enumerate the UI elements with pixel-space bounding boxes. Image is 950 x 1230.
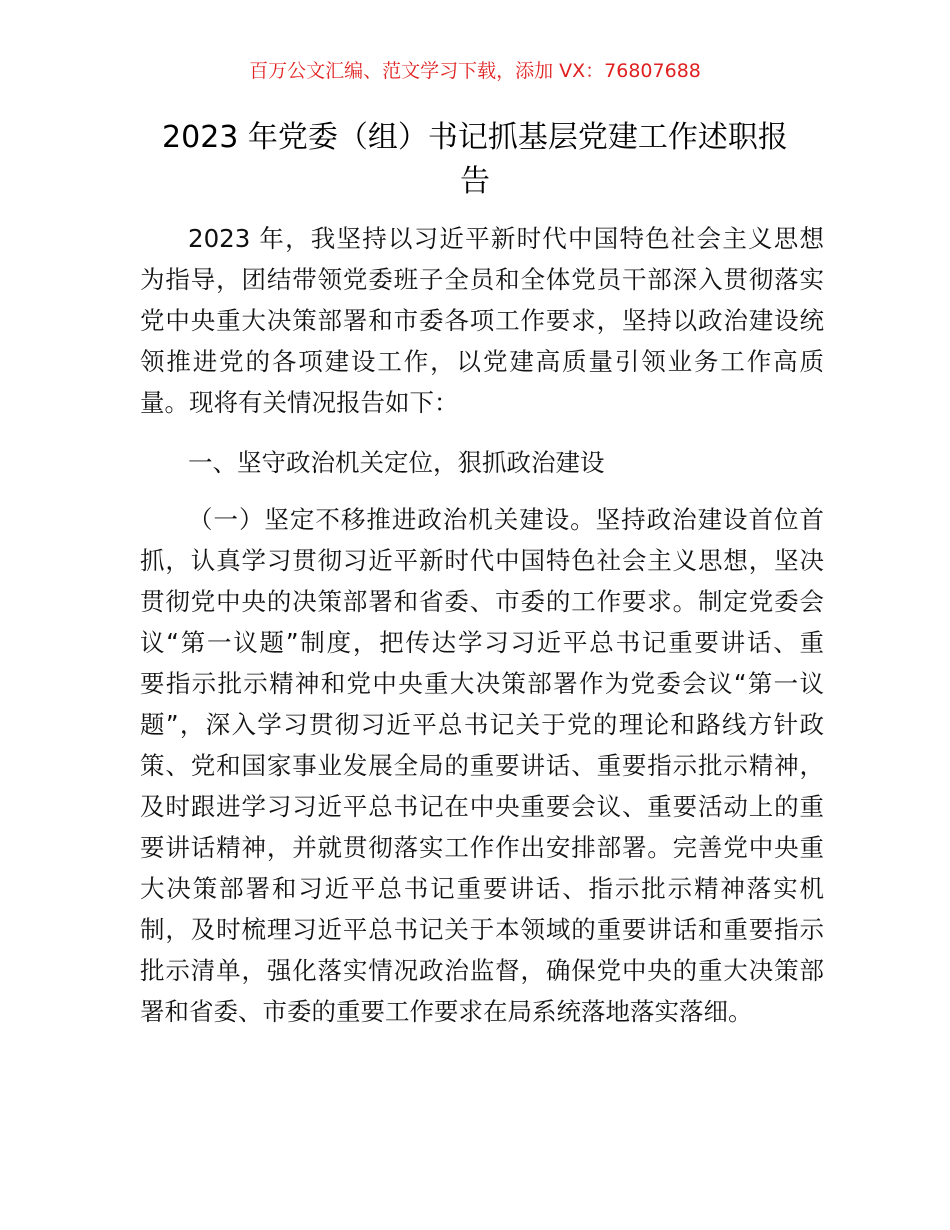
text-line: 一、坚守政治机关定位，狠抓政治建设 — [188, 448, 605, 477]
title-line: 2023 年党委（组）书记抓基层党建工作述职报 — [162, 120, 788, 155]
text-line: （一）坚定不移推进政治机关建设。坚持政治建设首位首 — [188, 505, 824, 534]
document-title — [0, 116, 950, 204]
intro-paragraph — [140, 218, 824, 423]
text-line: 要讲话精神，并就贯彻落实工作作出安排部署。完善党中央重 — [140, 833, 824, 862]
document-body — [140, 218, 824, 1032]
text-line: 量。现将有关情况报告如下： — [140, 388, 459, 417]
text-line: 议“第一议题”制度，把传达学习习近平总书记重要讲话、重 — [140, 628, 824, 657]
text-line: 大决策部署和习近平总书记重要讲话、指示批示精神落实机 — [140, 874, 824, 903]
text-line: 贯彻党中央的决策部署和省委、市委的工作要求。制定党委会 — [140, 587, 824, 616]
section-heading — [140, 442, 824, 483]
text-line: 党中央重大决策部署和市委各项工作要求，坚持以政治建设统 — [140, 306, 824, 335]
text-line: 要指示批示精神和党中央重大决策部署作为党委会议“第一议 — [140, 669, 824, 698]
title-line: 告 — [460, 164, 490, 199]
text-line: 领推进党的各项建设工作，以党建高质量引领业务工作高质 — [140, 347, 824, 376]
text-line: 署和省委、市委的重要工作要求在局系统落地落实落细。 — [140, 997, 753, 1026]
text-line: 及时跟进学习习近平总书记在中央重要会议、重要活动上的重 — [140, 792, 824, 821]
text-line: 2023 年，我坚持以习近平新时代中国特色社会主义思想 — [188, 224, 824, 253]
subsection-paragraph — [140, 499, 824, 1032]
text-line: 制，及时梳理习近平总书记关于本领域的重要讲话和重要指示 — [140, 915, 824, 944]
text-line: 批示清单，强化落实情况政治监督，确保党中央的重大决策部 — [140, 956, 824, 985]
text-line: 为指导，团结带领党委班子全员和全体党员干部深入贯彻落实 — [140, 265, 824, 294]
text-line: 策、党和国家事业发展全局的重要讲话、重要指示批示精神， — [140, 751, 824, 780]
text-line: 题”，深入学习贯彻习近平总书记关于党的理论和路线方针政 — [140, 710, 824, 739]
text-line: 抓，认真学习贯彻习近平新时代中国特色社会主义思想，坚决 — [140, 546, 824, 575]
watermark-banner: 百万公文汇编、范文学习下载，添加 VX：76807688 — [249, 60, 701, 82]
